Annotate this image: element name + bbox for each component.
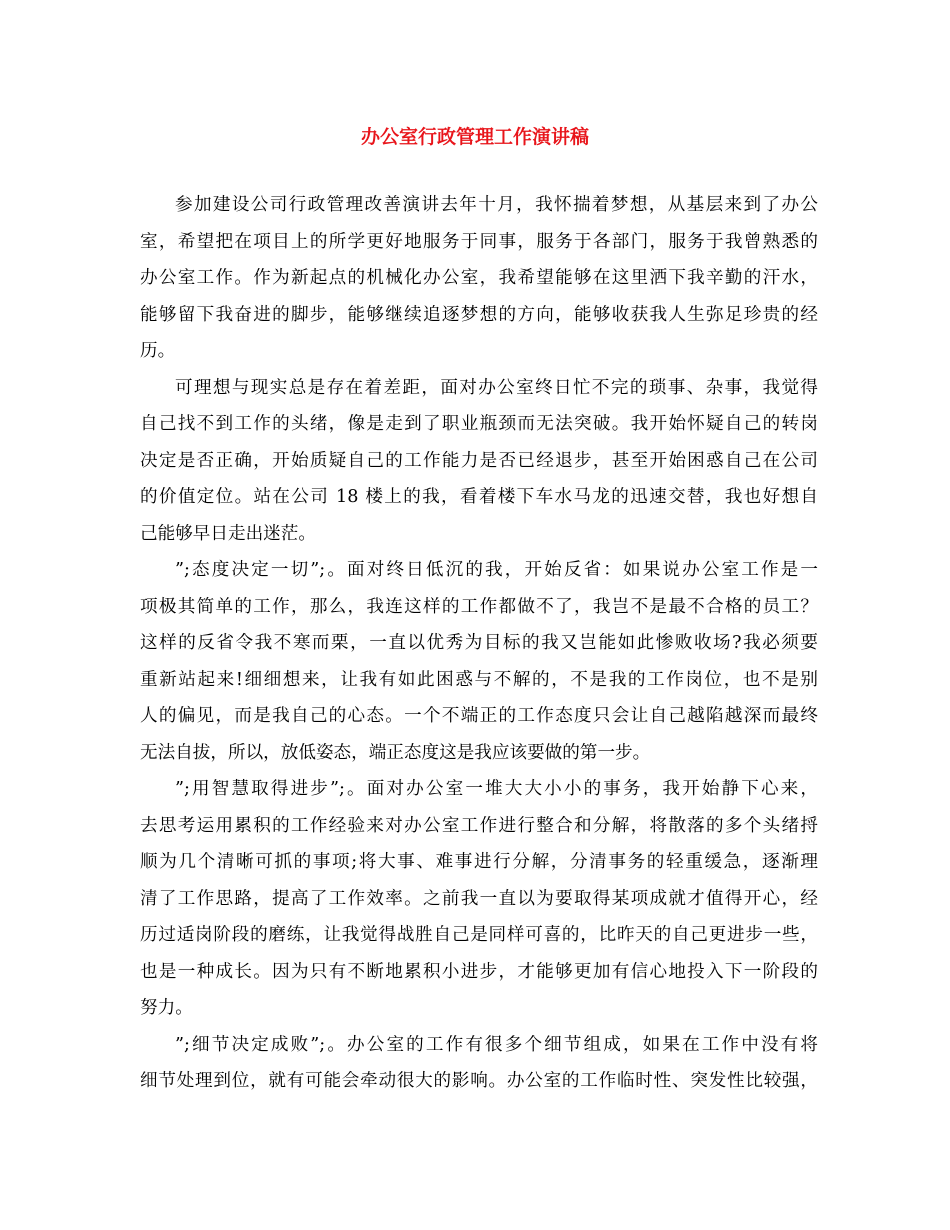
text-line: 办公室工作。作为新起点的机械化办公室，我希望能够在这里洒下我辛勤的汗水，: [140, 268, 818, 288]
text-line: 历过适岗阶段的磨练，让我觉得战胜自己是同样可喜的，比昨天的自己更进步一些，: [140, 925, 818, 945]
text-line: 决定是否正确，开始质疑自己的工作能力是否已经退步，甚至开始困惑自己在公司: [140, 450, 818, 471]
text-line: 无法自拔，所以，放低姿态，端正态度这是我应该要做的第一步。: [140, 742, 651, 763]
text-line: 历。: [140, 341, 176, 361]
text-line: ”;用智慧取得进步”;。面对办公室一堆大大小小的事务，我开始静下心来，: [175, 779, 818, 799]
text-line: ”;细节决定成败”;。办公室的工作有很多个细节组成，如果在工作中没有将: [175, 1034, 818, 1055]
text-line: 细节处理到位，就有可能会牵动很大的影响。办公室的工作临时性、突发性比较强，: [140, 1071, 818, 1091]
text-line: 己能够早日走出迷茫。: [140, 523, 316, 544]
text-line: 人的偏见，而是我自己的心态。一个不端正的工作态度只会让自己越陷越深而最终: [140, 706, 818, 726]
text-line: 也是一种成长。因为只有不断地累积小进步，才能够更加有信心地投入下一阶段的: [140, 961, 818, 982]
text-line: ”;态度决定一切”;。面对终日低沉的我，开始反省：如果说办公室工作是一: [175, 560, 818, 580]
text-line: 自己找不到工作的头绪，像是走到了职业瓶颈而无法突破。我开始怀疑自己的转岗: [140, 414, 818, 434]
paragraph: [140, 552, 818, 771]
text-line: 重新站起来!细细想来，让我有如此困惑与不解的，不是我的工作岗位，也不是别: [140, 669, 818, 690]
document-body: [140, 187, 818, 1100]
text-line: 顺为几个清晰可抓的事项;将大事、难事进行分解，分清事务的轻重缓急，逐渐理: [140, 852, 818, 872]
paragraph: [140, 1027, 818, 1100]
text-line: 能够留下我奋进的脚步，能够继续追逐梦想的方向，能够收获我人生弥足珍贵的经: [140, 304, 818, 325]
text-line: 室，希望把在项目上的所学更好地服务于同事，服务于各部门，服务于我曾熟悉的: [140, 231, 818, 252]
paragraph: [140, 370, 818, 553]
text-line: 的价值定位。站在公司 18 楼上的我，看着楼下车水马龙的迅速交替，我也好想自: [140, 487, 818, 507]
text-line: 可理想与现实总是存在着差距，面对办公室终日忙不完的琐事、杂事，我觉得: [175, 377, 818, 398]
text-line: 项极其简单的工作，那么，我连这样的工作都做不了，我岂不是最不合格的员工？: [140, 596, 818, 617]
paragraph: [140, 771, 818, 1027]
text-line: 努力。: [140, 998, 193, 1018]
text-line: 去思考运用累积的工作经验来对办公室工作进行整合和分解，将散落的多个头绪捋: [140, 815, 818, 836]
text-line: 清了工作思路，提高了工作效率。之前我一直以为要取得某项成就才值得开心，经: [140, 888, 818, 909]
paragraph: [140, 187, 818, 370]
page-title: 办公室行政管理工作演讲稿: [360, 126, 589, 148]
text-line: 参加建设公司行政管理改善演讲去年十月，我怀揣着梦想，从基层来到了办公: [175, 195, 818, 215]
text-line: 这样的反省令我不寒而栗，一直以优秀为目标的我又岂能如此惨败收场?我必须要: [140, 633, 818, 653]
